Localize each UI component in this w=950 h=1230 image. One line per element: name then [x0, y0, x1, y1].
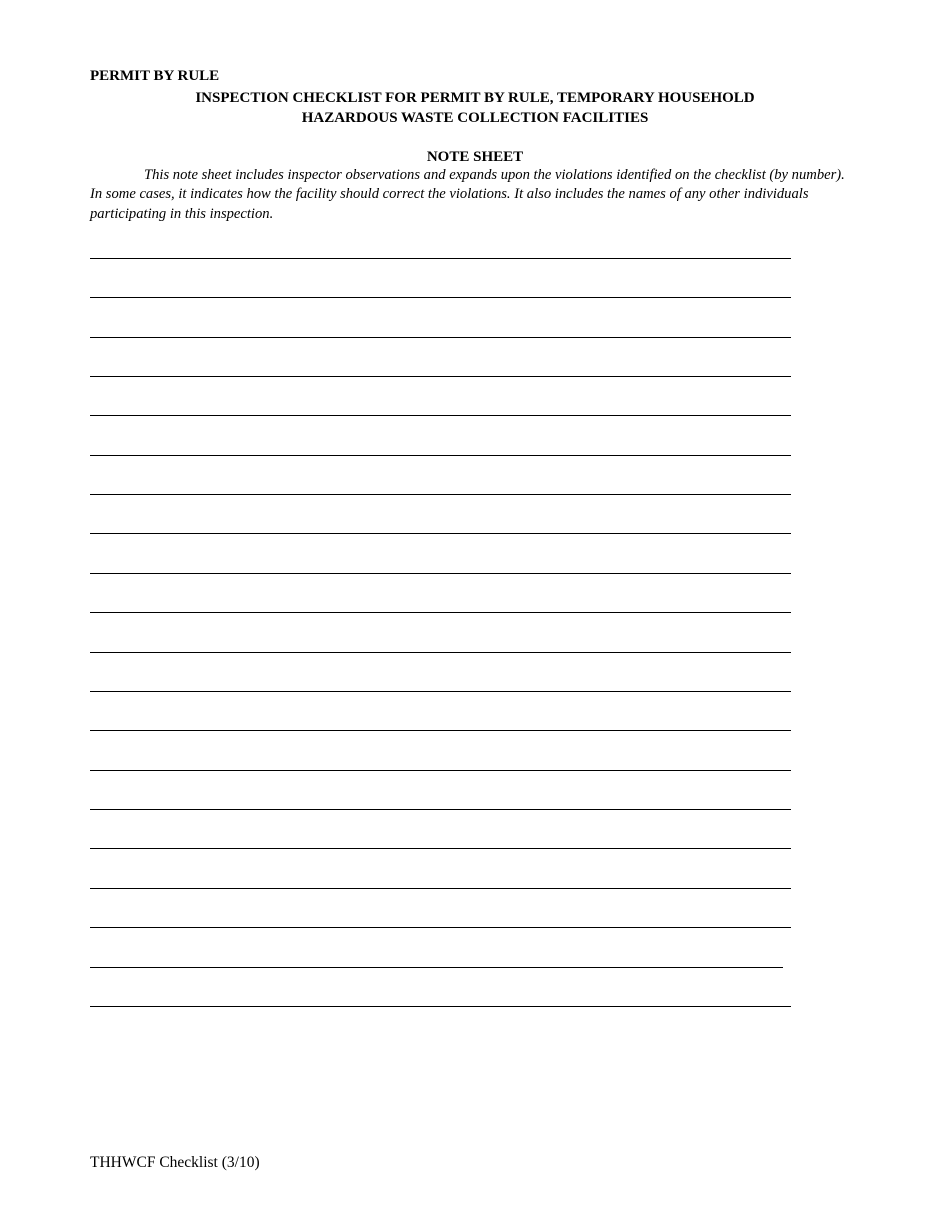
note-line[interactable]	[90, 691, 791, 692]
footer-form-id: THHWCF Checklist (3/10)	[90, 1154, 260, 1171]
note-line[interactable]	[90, 967, 783, 968]
note-line[interactable]	[90, 770, 791, 771]
intro-paragraph: This note sheet includes inspector observations and expands upon the violations identified on the checklist (by number). In some cases, it indicates how the facility should correct the violations. It also includes the names of any other individuals participating in this inspection.	[90, 167, 845, 222]
note-line[interactable]	[90, 258, 791, 259]
note-line[interactable]	[90, 730, 791, 731]
note-line[interactable]	[90, 888, 791, 889]
title-line-2: HAZARDOUS WASTE COLLECTION FACILITIES	[301, 110, 649, 126]
permit-label: PERMIT BY RULE	[90, 68, 220, 84]
note-line[interactable]	[90, 612, 791, 613]
note-line[interactable]	[90, 1006, 791, 1007]
note-line[interactable]	[90, 927, 791, 928]
note-line[interactable]	[90, 415, 791, 416]
note-line[interactable]	[90, 809, 791, 810]
note-line[interactable]	[90, 652, 791, 653]
title-line-1: INSPECTION CHECKLIST FOR PERMIT BY RULE, TEMPORARY HOUSEHOLD	[195, 90, 755, 106]
note-line[interactable]	[90, 376, 791, 377]
note-line[interactable]	[90, 455, 791, 456]
note-line[interactable]	[90, 533, 791, 534]
note-line[interactable]	[90, 573, 791, 574]
note-line[interactable]	[90, 848, 791, 849]
note-line[interactable]	[90, 337, 791, 338]
note-line[interactable]	[90, 494, 791, 495]
note-line[interactable]	[90, 297, 791, 298]
note-sheet-heading: NOTE SHEET	[426, 149, 524, 165]
document-title	[90, 88, 860, 128]
